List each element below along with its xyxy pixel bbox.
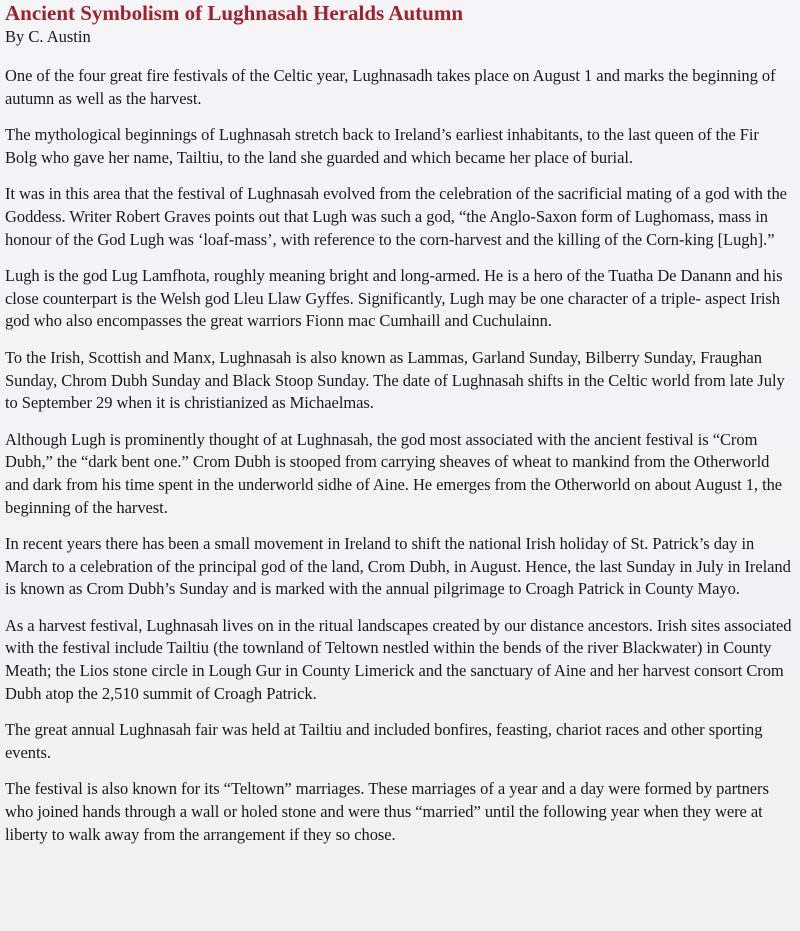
paragraph-4: Lugh is the god Lug Lamfhota, roughly meaning bright and long-armed. He is a hero of the Tuatha De Danann and his close counterpart is the Welsh god Lleu Llaw Gyffes. Significantly, Lugh may be one character of a triple- aspect Irish god who also encompasses the great warriors Fionn mac Cumhaill and Cuchulainn. (5, 266, 783, 331)
article-byline: By C. Austin (5, 27, 91, 46)
paragraph-9: The great annual Lughnasah fair was held at Tailtiu and included bonfires, feasting, chariot races and other sporting events. (5, 720, 763, 762)
paragraph-6: Although Lugh is prominently thought of at Lughnasah, the god most associated with the ancient festival is “Crom Dubh,” the “dark bent one.” Crom Dubh is stooped from carrying sheaves of wheat to mankind from the Otherworld and dark from his time spent in the underworld sidhe of Aine. He emerges from the Otherworld on about August 1, the beginning of the harvest. (5, 429, 783, 517)
paragraph-8: As a harvest festival, Lughnasah lives on in the ritual landscapes created by our distance ancestors. Irish sites associated with the festival include Tailtiu (the townland of Teltown nestled within the bends of the river Blackwater) in County Meath; the Lios stone circle in Lough Gur in County Limerick and the sanctuary of Aine and her harvest consort Crom Dubh atop the 2,510 summit of Croagh Patrick. (5, 615, 792, 703)
paragraph-7: In recent years there has been a small movement in Ireland to shift the national Irish holiday of St. Patrick’s day in March to a celebration of the principal god of the land, Crom Dubh, in August. Hence, the last Sunday in July in Ireland is known as Crom Dubh’s Sunday and is marked with the annual pilgrimage to Croagh Patrick in County Mayo. (5, 534, 791, 599)
paragraph-5: To the Irish, Scottish and Manx, Lughnasah is also known as Lammas, Garland Sunday, Bilberry Sunday, Fraughan Sunday, Chrom Dubh Sunday and Black Stoop Sunday. The date of Lughnasah shifts in the Celtic world from late July to September 29 when it is christianized as Michaelmas. (5, 347, 785, 413)
article-title: Ancient Symbolism of Lughnasah Heralds Autumn (5, 1, 464, 25)
paragraph-10: The festival is also known for its “Teltown” marriages. These marriages of a year and a day were formed by partners who joined hands through a wall or holed stone and were thus “married” until the following year when they were at liberty to walk away from the arrangement if they so chose. (5, 779, 769, 844)
paragraph-3: It was in this area that the festival of Lughnasah evolved from the celebration of the sacrificial mating of a god with the Goddess. Writer Robert Graves points out that Lugh was such a god, “the Anglo-Saxon form of Lughomass, mass in honour of the God Lugh was ‘loaf-mass’, with reference to the corn-harvest and the killing of the Corn-king [Lugh].” (5, 184, 787, 249)
paragraph-1: One of the four great fire festivals of the Celtic year, Lughnasadh takes place on August 1 and marks the beginning of autumn as well as the harvest. (5, 66, 776, 108)
paragraph-2: The mythological beginnings of Lughnasah stretch back to Ireland’s earliest inhabitants, to the last queen of the Fir Bolg who gave her name, Tailtiu, to the land she guarded and which became her place of burial. (5, 125, 759, 167)
article-body (5, 65, 792, 846)
